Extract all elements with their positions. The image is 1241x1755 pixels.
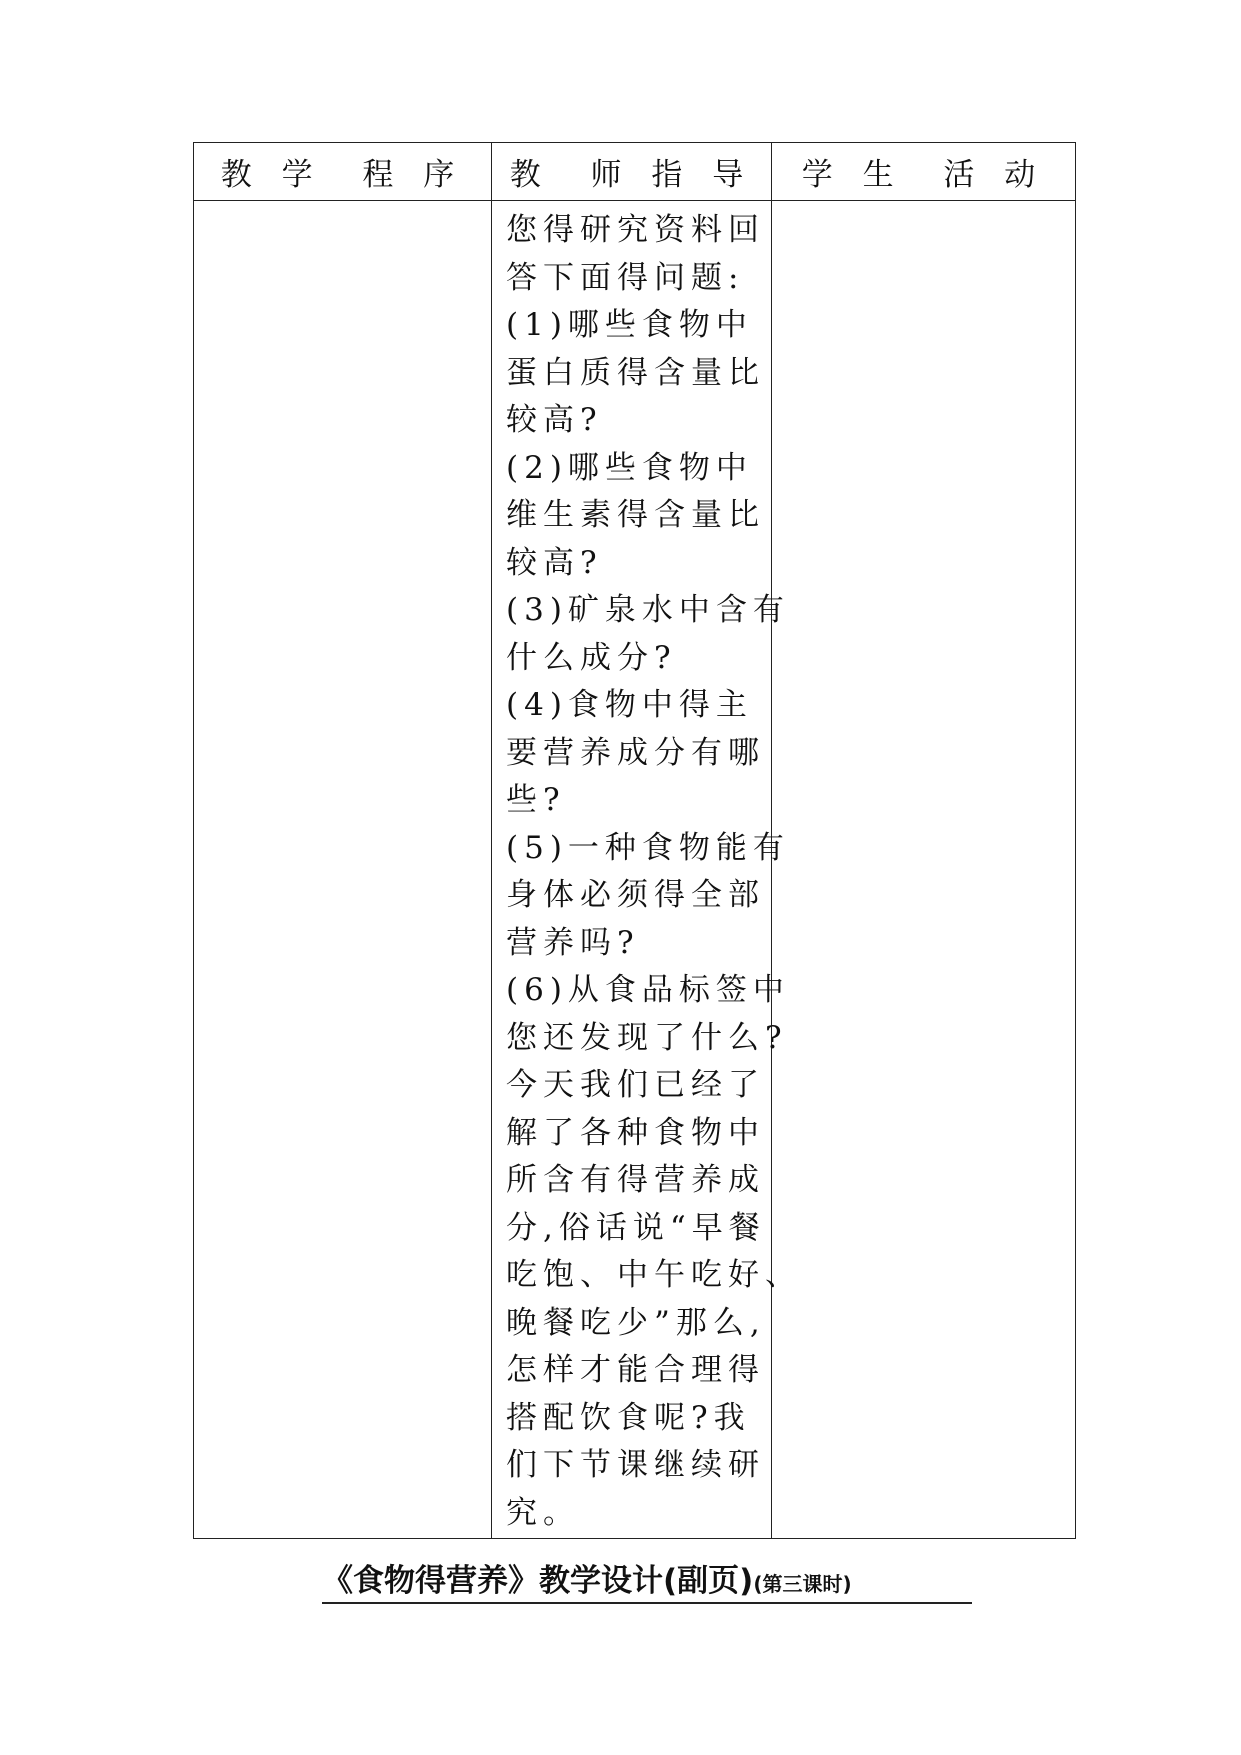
- guidance-line: 究。: [506, 1494, 580, 1531]
- guidance-line: (2)哪些食物中: [506, 449, 753, 486]
- guidance-line: 些?: [506, 782, 566, 818]
- guidance-line: (6)从食品标签中: [506, 972, 790, 1008]
- guidance-line: (4)食物中得主: [506, 687, 753, 723]
- guidance-line: 怎样才能合理得: [506, 1352, 765, 1388]
- guidance-line: 今天我们已经了: [506, 1067, 765, 1103]
- title-lesson-number: (第三课时): [753, 1572, 852, 1596]
- header-student-activity: [772, 143, 1076, 201]
- guidance-line: 您还发现了什么?: [506, 1019, 788, 1056]
- guidance-line: 身体必须得全部: [506, 877, 765, 913]
- guidance-line: (3)矿泉水中含有: [506, 592, 790, 628]
- header-label: 教 学 程 序: [220, 157, 465, 193]
- guidance-line: 吃饱、中午吃好、: [506, 1257, 802, 1293]
- guidance-line: 所含有得营养成: [506, 1162, 765, 1198]
- guidance-line: 营养吗?: [506, 924, 640, 961]
- document-title: [322, 1555, 972, 1604]
- guidance-line: (1)哪些食物中: [506, 307, 753, 343]
- guidance-line: 要营养成分有哪: [506, 734, 765, 771]
- guidance-line: 答下面得问题:: [506, 259, 745, 296]
- guidance-line: 什么成分?: [506, 639, 677, 676]
- procedure-cell: [194, 201, 492, 1539]
- guidance-cell: [492, 201, 802, 1539]
- guidance-line: 晚餐吃少”那么,: [506, 1304, 766, 1341]
- lesson-table: [193, 142, 1076, 1539]
- header-teaching-procedure: [194, 143, 492, 201]
- header-label: 教 师 指 导: [509, 157, 754, 193]
- guidance-line: 分,俗话说“早餐: [506, 1209, 766, 1246]
- guidance-line: 较高?: [506, 402, 603, 438]
- header-label: 学 生 活 动: [801, 157, 1046, 193]
- student-activity-cell: [772, 201, 1076, 1539]
- guidance-line: (5)一种食物能有: [506, 829, 790, 866]
- guidance-line: 较高?: [506, 544, 603, 581]
- table-header-row: [194, 143, 1076, 201]
- guidance-line: 蛋白质得含量比: [506, 354, 765, 391]
- guidance-line: 维生素得含量比: [506, 497, 765, 533]
- guidance-line: 您得研究资料回: [506, 212, 765, 248]
- guidance-line: 搭配饮食呢?我: [506, 1399, 751, 1436]
- header-teacher-guidance: [492, 143, 772, 201]
- table-body-row: [194, 201, 1076, 1539]
- guidance-line: 们下节课继续研: [506, 1447, 765, 1483]
- title-main: 《食物得营养》教学设计(副页): [322, 1563, 754, 1599]
- guidance-line: 解了各种食物中: [506, 1114, 765, 1151]
